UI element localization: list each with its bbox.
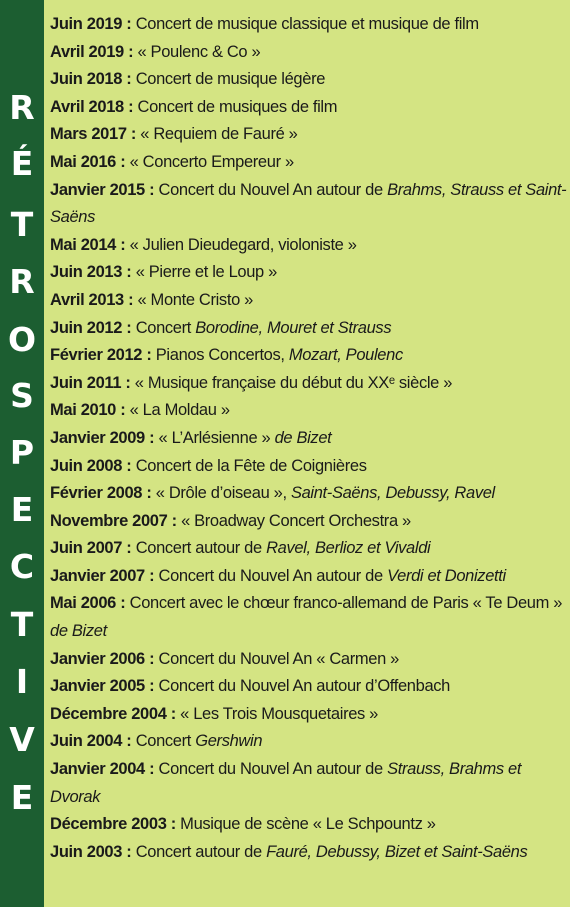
entry-description: Concert autour de xyxy=(135,539,262,558)
entry-composers: Fauré, Debussy, Bizet et Saint-Saëns xyxy=(266,842,528,861)
entry-description: « Monte Cristo » xyxy=(137,290,253,309)
entry-separator: : xyxy=(122,842,136,861)
entry-date: Janvier 2009 xyxy=(50,428,145,447)
entry-description: « L’Arlésienne » xyxy=(158,428,271,447)
entry-date: Mai 2006 xyxy=(50,594,116,613)
entry-date: Novembre 2007 xyxy=(50,511,168,530)
concert-entry xyxy=(50,287,568,315)
entry-date: Janvier 2015 xyxy=(50,180,145,199)
entry-date: Janvier 2005 xyxy=(50,677,145,696)
concert-entry xyxy=(50,453,568,481)
entry-description: « La Moldau » xyxy=(129,401,230,420)
retrospective-sidebar xyxy=(0,0,44,907)
entry-description: Concert du Nouvel An autour de xyxy=(158,566,383,585)
concert-entry xyxy=(50,425,568,453)
sidebar-letter: O xyxy=(7,320,37,359)
sidebar-letter: R xyxy=(9,262,35,301)
sidebar-letter: R xyxy=(9,88,35,127)
entry-date: Avril 2013 xyxy=(50,290,124,309)
entry-separator: : xyxy=(167,511,182,530)
sidebar-letter: P xyxy=(9,433,35,472)
sidebar-letter: C xyxy=(9,547,35,586)
entry-separator: : xyxy=(122,318,136,337)
entry-description: Concert avec le chœur franco-allemand de Paris « Te Deum » xyxy=(129,594,563,613)
entry-description: « Les Trois Mousquetaires » xyxy=(180,704,378,723)
entry-separator: : xyxy=(123,290,138,309)
entry-separator: : xyxy=(166,815,181,834)
entry-separator: : xyxy=(122,539,136,558)
concert-entry xyxy=(50,177,568,232)
entry-description: « Pierre et le Loup » xyxy=(135,263,277,282)
concert-entry xyxy=(50,232,568,260)
entry-separator: : xyxy=(142,484,156,503)
concert-entry xyxy=(50,728,568,756)
entry-separator: : xyxy=(144,649,159,668)
entry-separator: : xyxy=(122,456,136,475)
entry-description: « Concerto Empereur » xyxy=(129,152,294,171)
entry-description: Concert de musique légère xyxy=(135,70,326,89)
entry-description: « Requiem de Fauré » xyxy=(140,125,298,144)
entry-separator: : xyxy=(116,401,130,420)
entry-date: Mai 2014 xyxy=(50,235,116,254)
sidebar-letter: S xyxy=(10,376,34,415)
entry-separator: : xyxy=(166,704,181,723)
entry-date: Juin 2019 xyxy=(50,15,123,33)
entry-date: Juin 2011 xyxy=(50,373,122,392)
concert-entry xyxy=(50,811,568,839)
entry-description: Musique de scène « Le Schpountz » xyxy=(180,815,436,834)
concert-entry xyxy=(50,94,568,122)
entry-composers: Verdi et Donizetti xyxy=(387,566,506,585)
concert-entry xyxy=(50,121,568,149)
entry-description: « Broadway Concert Orchestra » xyxy=(181,511,411,530)
entry-date: Février 2012 xyxy=(50,346,143,365)
concert-entry xyxy=(50,11,568,39)
entry-description: Concert de la Fête de Coignières xyxy=(135,456,367,475)
entry-composers: Borodine, Mouret et Strauss xyxy=(195,318,392,337)
entry-composers: de Bizet xyxy=(274,428,332,447)
concert-entry xyxy=(50,66,568,94)
entry-date: Juin 2004 xyxy=(50,732,123,751)
entry-separator: : xyxy=(123,97,138,116)
entry-date: Mai 2010 xyxy=(50,401,116,420)
entry-composers: Brahms, Strauss et Saint-Saëns xyxy=(50,180,567,227)
entry-description: Concert du Nouvel An autour d’Offenbach xyxy=(158,677,451,696)
entry-separator: : xyxy=(122,732,136,751)
concert-entry xyxy=(50,149,568,177)
concert-entry xyxy=(50,673,568,701)
entry-separator: : xyxy=(142,346,156,365)
entry-separator: : xyxy=(122,263,136,282)
entry-description: Concert du Nouvel An autour de xyxy=(158,760,383,779)
entry-separator: : xyxy=(116,235,130,254)
sidebar-letter: V xyxy=(9,720,35,759)
entry-date: Décembre 2004 xyxy=(50,704,167,723)
concert-entry xyxy=(50,397,568,425)
concert-entry xyxy=(50,508,568,536)
entry-composers: Mozart, Poulenc xyxy=(288,346,403,365)
entry-separator: : xyxy=(126,125,141,144)
concert-entry xyxy=(50,535,568,563)
concert-entry xyxy=(50,590,568,645)
concert-entry xyxy=(50,646,568,674)
concert-entry xyxy=(50,480,568,508)
entry-date: Janvier 2007 xyxy=(50,566,145,585)
sidebar-letter: E xyxy=(10,778,34,817)
sidebar-letter: I xyxy=(15,662,29,701)
entry-date: Décembre 2003 xyxy=(50,815,167,834)
entry-date: Juin 2018 xyxy=(50,70,123,89)
entry-description: « Musique française du début du XXᵉ siècle » xyxy=(134,373,453,392)
entry-date: Juin 2003 xyxy=(50,842,123,861)
sidebar-letter: T xyxy=(10,605,34,644)
concert-entry xyxy=(50,259,568,287)
entry-composers: Gershwin xyxy=(195,732,263,751)
entry-date: Janvier 2006 xyxy=(50,649,145,668)
entry-description: « Drôle d’oiseau », xyxy=(155,484,287,503)
entry-composers: Ravel, Berlioz et Vivaldi xyxy=(266,539,431,558)
entry-separator: : xyxy=(122,15,136,33)
entry-description: Concert du Nouvel An autour de xyxy=(158,180,383,199)
entry-date: Février 2008 xyxy=(50,484,143,503)
concert-entry xyxy=(50,563,568,591)
concert-entry xyxy=(50,315,568,343)
entry-description: Pianos Concertos, xyxy=(155,346,285,365)
entry-separator: : xyxy=(116,594,130,613)
concert-history-list xyxy=(50,11,568,866)
concert-entry xyxy=(50,756,568,811)
entry-date: Janvier 2004 xyxy=(50,760,145,779)
entry-date: Juin 2013 xyxy=(50,263,123,282)
entry-separator: : xyxy=(144,428,159,447)
entry-date: Mars 2017 xyxy=(50,125,127,144)
concert-entry xyxy=(50,342,568,370)
entry-separator: : xyxy=(116,152,130,171)
entry-composers: Strauss, Brahms et Dvorak xyxy=(50,760,522,806)
entry-description: Concert xyxy=(135,318,192,337)
entry-composers: de Bizet xyxy=(50,622,107,641)
concert-entry xyxy=(50,839,568,867)
entry-separator: : xyxy=(144,566,159,585)
entry-date: Juin 2012 xyxy=(50,318,123,337)
entry-date: Juin 2008 xyxy=(50,456,123,475)
entry-date: Avril 2019 xyxy=(50,42,124,61)
entry-description: Concert du Nouvel An « Carmen » xyxy=(158,649,399,668)
entry-separator: : xyxy=(121,373,135,392)
entry-description: « Julien Dieudegard, violoniste » xyxy=(129,235,357,254)
entry-description: « Poulenc & Co » xyxy=(137,42,261,61)
entry-description: Concert de musiques de film xyxy=(137,97,338,116)
entry-date: Mai 2016 xyxy=(50,152,116,171)
sidebar-letter: T xyxy=(10,205,34,244)
concert-entry xyxy=(50,39,568,67)
entry-description: Concert autour de xyxy=(135,842,262,861)
sidebar-letter: E xyxy=(10,490,34,529)
entry-separator: : xyxy=(122,70,136,89)
entry-description: Concert de musique classique et musique de film xyxy=(135,15,479,33)
entry-separator: : xyxy=(144,180,159,199)
entry-separator: : xyxy=(123,42,138,61)
entry-description: Concert xyxy=(135,732,192,751)
entry-date: Juin 2007 xyxy=(50,539,123,558)
entry-separator: : xyxy=(144,677,159,696)
entry-composers: Saint-Saëns, Debussy, Ravel xyxy=(290,484,495,503)
entry-separator: : xyxy=(144,760,159,779)
concert-entry xyxy=(50,701,568,729)
concert-entry xyxy=(50,370,568,398)
sidebar-letter: É xyxy=(10,144,34,183)
entry-date: Avril 2018 xyxy=(50,97,124,116)
